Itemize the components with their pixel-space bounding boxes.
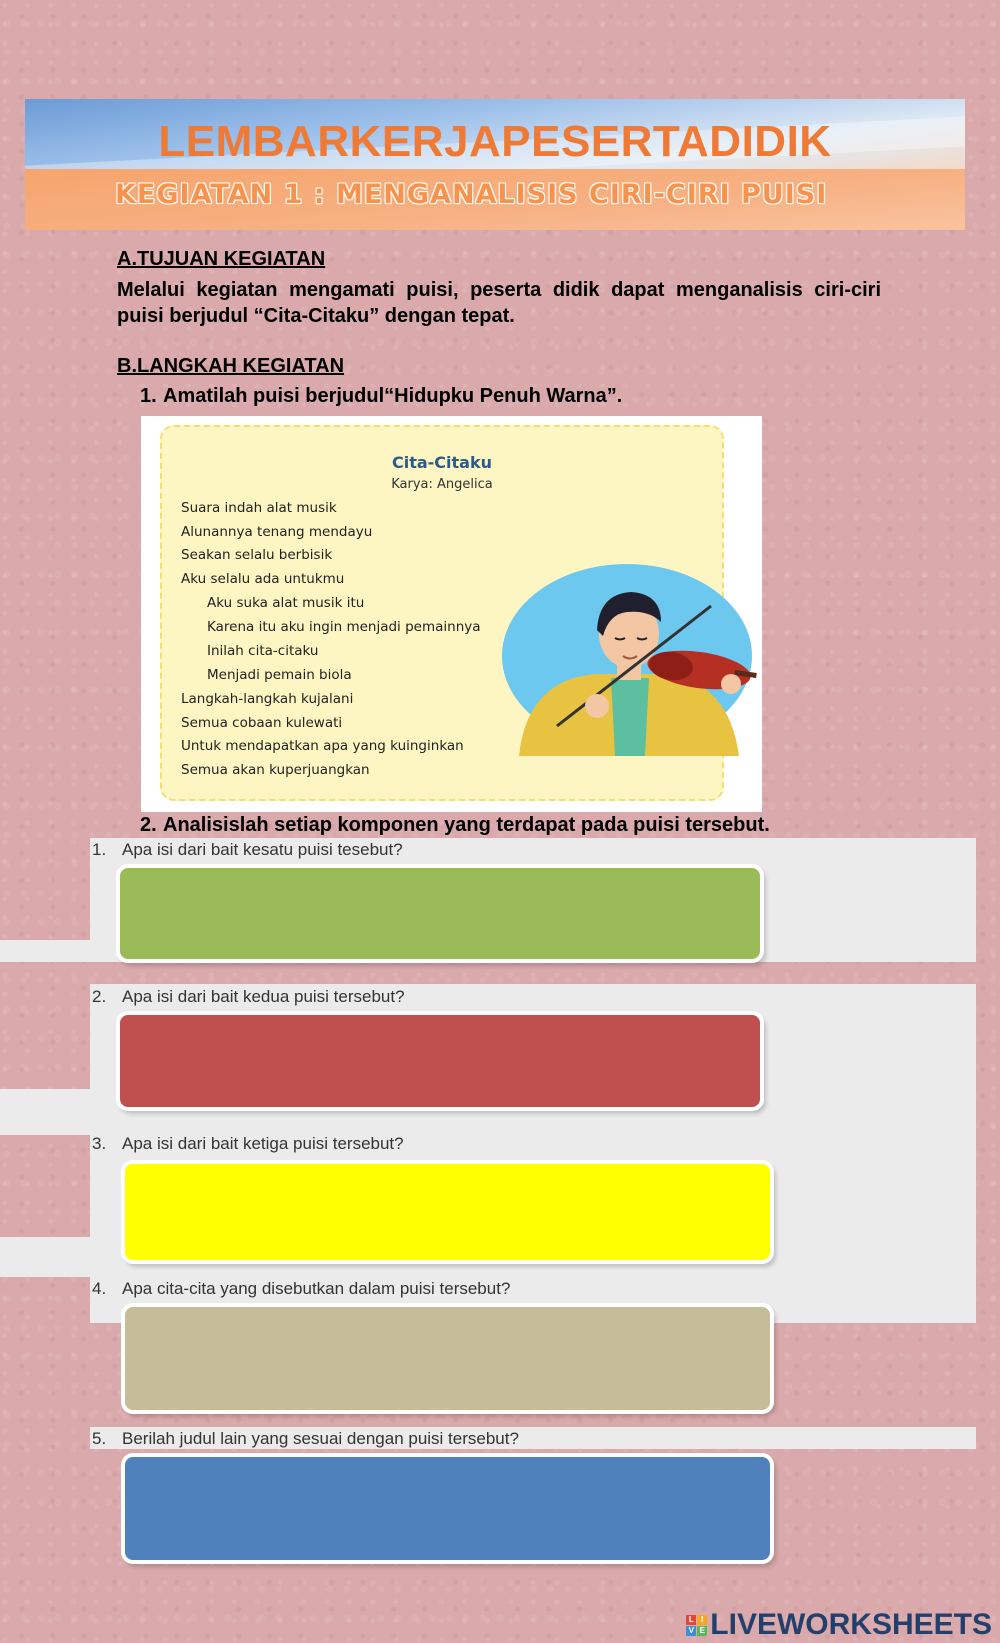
header-banner [25, 99, 965, 230]
question-3-number: 3. [92, 1134, 107, 1153]
question-2-number: 2. [92, 987, 107, 1006]
poem-line: Aku suka alat musik itu [207, 595, 365, 611]
liveworksheets-text: LIVEWORKSHEETS [710, 1608, 992, 1641]
question-5-text: Berilah judul lain yang sesuai dengan puisi tersebut? [122, 1429, 519, 1448]
answer-box-5[interactable] [125, 1457, 770, 1560]
question-5-number: 5. [92, 1429, 107, 1448]
violinist-illustration [499, 556, 761, 756]
logo-letter: I [697, 1615, 707, 1625]
poem-line: Aku selalu ada untukmu [181, 571, 345, 587]
step-1-text: Amatilah puisi berjudul“Hidupku Penuh Warna”. [163, 385, 623, 407]
answer-box-2[interactable] [120, 1015, 760, 1107]
poem-author: Karya: Angelica [391, 477, 493, 492]
poem-line: Inilah cita-citaku [207, 643, 319, 659]
question-4-number: 4. [92, 1279, 107, 1298]
answer-box-3[interactable] [125, 1164, 770, 1260]
poem-line: Menjadi pemain biola [207, 667, 352, 683]
section-a-heading: A.TUJUAN KEGIATAN [117, 248, 326, 270]
liveworksheets-brand[interactable] [686, 1608, 992, 1642]
step-2-number: 2. [140, 814, 157, 836]
answer-box-1[interactable] [120, 868, 760, 959]
logo-letter: V [686, 1626, 696, 1636]
liveworksheets-logo-icon [686, 1615, 707, 1636]
poem-image [141, 416, 762, 812]
question-3-text: Apa isi dari bait ketiga puisi tersebut? [122, 1134, 404, 1153]
poem-line: Langkah-langkah kujalani [181, 691, 354, 707]
poem-line: Seakan selalu berbisik [181, 547, 333, 563]
step-2-text: Analisislah setiap komponen yang terdapat pada puisi tersebut. [163, 814, 770, 836]
banner-title: LEMBARKERJAPESERTADIDIK [158, 117, 832, 166]
question-4-text: Apa cita-cita yang disebutkan dalam puisi tersebut? [122, 1279, 511, 1298]
banner-subtitle: KEGIATAN 1 : MENGANALISIS CIRI-CIRI PUISI [115, 179, 828, 210]
poem-line: Untuk mendapatkan apa yang kuinginkan [181, 738, 464, 754]
question-2-text: Apa isi dari bait kedua puisi tersebut? [122, 987, 405, 1006]
question-1-text: Apa isi dari bait kesatu puisi tesebut? [122, 840, 403, 859]
poem-line: Semua cobaan kulewati [181, 715, 343, 731]
question-1-number: 1. [92, 840, 107, 859]
poem-line: Semua akan kuperjuangkan [181, 762, 370, 778]
answer-box-4[interactable] [125, 1307, 770, 1410]
poem-title: Cita-Citaku [391, 453, 492, 472]
step-1-number: 1. [140, 385, 157, 407]
logo-letter: E [697, 1626, 707, 1636]
logo-letter: L [686, 1615, 696, 1625]
poem-line: Karena itu aku ingin menjadi pemainnya [207, 619, 481, 635]
section-a-text: Melalui kegiatan mengamati puisi, peserta didik dapat menganalisis ciri-ciri puisi berjudul “Cita-Citaku” dengan tepat. [117, 279, 881, 327]
section-b-heading: B.LANGKAH KEGIATAN [117, 355, 345, 377]
poem-line: Alunannya tenang mendayu [181, 524, 373, 540]
poem-line: Suara indah alat musik [181, 500, 337, 516]
